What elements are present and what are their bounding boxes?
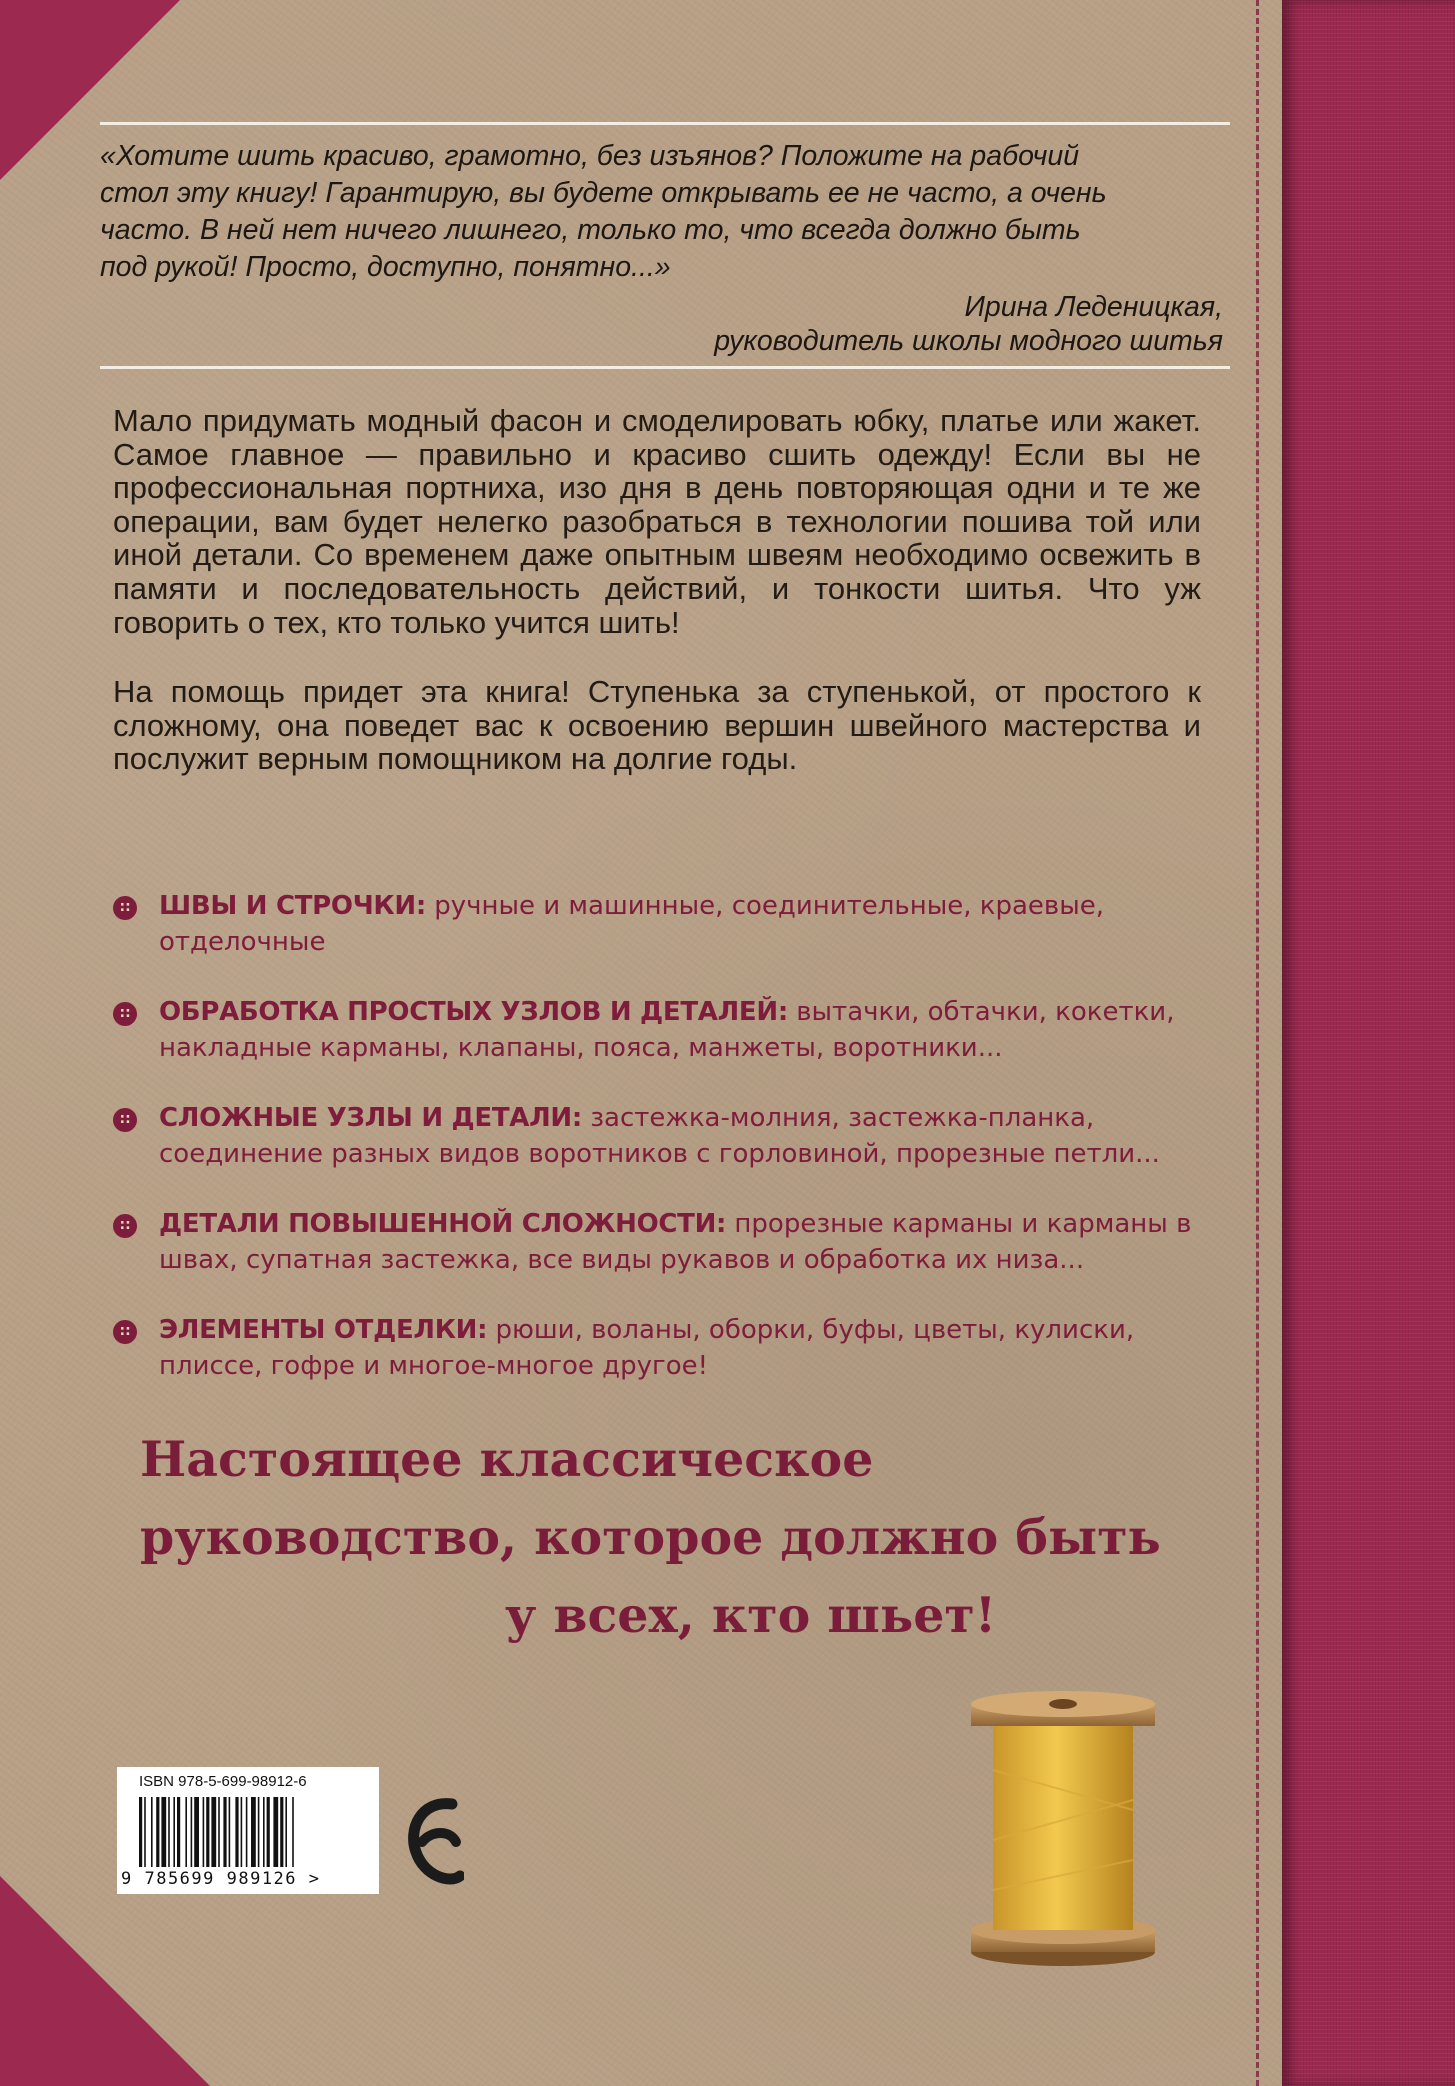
feature-heading: ОБРАБОТКА ПРОСТЫХ УЗЛОВ И ДЕТАЛЕЙ: xyxy=(159,997,788,1027)
author-role: руководитель школы модного шитья xyxy=(714,325,1223,357)
thread-spool-icon xyxy=(968,1690,1158,1980)
button-bullet-icon: ∷ xyxy=(113,896,137,920)
barcode-bars xyxy=(139,1797,379,1867)
feature-text: вытачки, обтачки, кокетки, накладные карманы, клапаны, пояса, манжеты, воротники... xyxy=(159,997,1175,1063)
isbn-barcode xyxy=(117,1767,379,1894)
button-bullet-icon: ∷ xyxy=(113,1320,137,1344)
tagline-line: Настоящее классическое xyxy=(140,1430,874,1488)
tagline-line: руководство, которое должно быть xyxy=(140,1508,1161,1566)
feature-text: застежка-молния, застежка-планка, соединение разных видов воротников с горловиной, прорезные петли... xyxy=(159,1103,1160,1169)
feature-item xyxy=(113,1312,1213,1384)
quote-line: часто. В ней нет ничего лишнего, только то, что всегда должно быть xyxy=(100,214,1081,246)
feature-item xyxy=(113,1206,1213,1278)
barcode-digits: 9 785699 989126 > xyxy=(121,1869,321,1889)
feature-item xyxy=(113,1100,1213,1172)
button-bullet-icon: ∷ xyxy=(113,1108,137,1132)
quote-line: «Хотите шить красиво, грамотно, без изъянов? Положите на рабочий xyxy=(100,140,1080,172)
fabric-corner-bottom-left xyxy=(0,1876,210,2086)
description-paragraph: Мало придумать модный фасон и смоделировать юбку, платье или жакет. Самое главное — правильно и красиво сшить одежду! Если вы не профессиональная портниха, изо дня в день повторяющая одни и те же операции, вам будет нелегко разобраться в технологии пошива той или иной детали. Со временем даже опытным швеям необходимо освежить в памяти и последовательность действий, и тонкости шитья. Что уж говорить о тех, кто только учится шить! xyxy=(113,403,1201,640)
tagline xyxy=(140,1420,1161,1654)
feature-heading: ДЕТАЛИ ПОВЫШЕННОЙ СЛОЖНОСТИ: xyxy=(159,1209,727,1239)
quote-author xyxy=(714,290,1223,358)
testimonial-quote xyxy=(100,138,1230,286)
feature-text: прорезные карманы и карманы в швах, супатная застежка, все виды рукавов и обработка их низа... xyxy=(159,1209,1192,1275)
publisher-logo-icon xyxy=(402,1790,464,1894)
divider-bottom xyxy=(100,366,1230,369)
description xyxy=(113,404,1201,812)
feature-heading: ЭЛЕМЕНТЫ ОТДЕЛКИ: xyxy=(159,1315,488,1345)
quote-line: под рукой! Просто, доступно, понятно...» xyxy=(100,251,671,283)
feature-list xyxy=(113,888,1213,1418)
button-bullet-icon: ∷ xyxy=(113,1214,137,1238)
tagline-line: у всех, кто шьет! xyxy=(505,1586,997,1644)
fabric-spine xyxy=(1282,0,1455,2086)
feature-item xyxy=(113,994,1213,1066)
feature-text: ручные и машинные, соединительные, краевые, отделочные xyxy=(159,891,1105,957)
feature-heading: ШВЫ И СТРОЧКИ: xyxy=(159,891,426,921)
isbn-label: ISBN 978-5-699-98912-6 xyxy=(139,1773,307,1790)
button-bullet-icon: ∷ xyxy=(113,1002,137,1026)
description-paragraph: На помощь придет эта книга! Ступенька за ступенькой, от простого к сложному, она поведет вас к освоению вершин швейного мастерства и послужит верным помощником на долгие годы. xyxy=(113,674,1201,777)
stitch-line xyxy=(1256,0,1259,2086)
feature-heading: СЛОЖНЫЕ УЗЛЫ И ДЕТАЛИ: xyxy=(159,1103,582,1133)
feature-item xyxy=(113,888,1213,960)
quote-line: стол эту книгу! Гарантирую, вы будете открывать ее не часто, а очень xyxy=(100,177,1107,209)
author-name: Ирина Леденицкая, xyxy=(964,291,1223,323)
feature-text: рюши, воланы, оборки, буфы, цветы, кулиски, плиссе, гофре и многое-многое другое! xyxy=(159,1315,1135,1381)
divider-top xyxy=(100,122,1230,125)
